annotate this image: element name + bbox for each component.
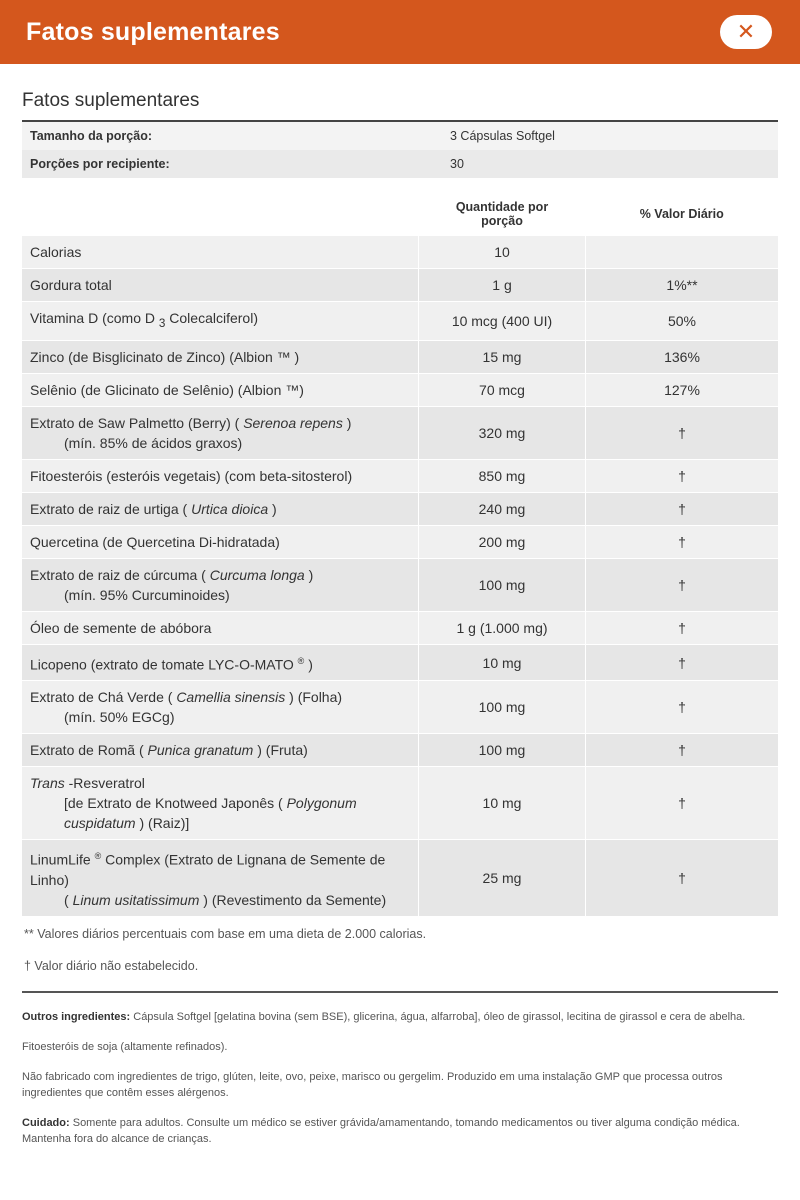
nutrient-amount: 10 mg <box>419 644 586 681</box>
nutrient-amount: 10 mcg (400 UI) <box>419 302 586 341</box>
footnotes <box>22 917 778 973</box>
nutrient-name: Selênio (de Glicinato de Selênio) (Albion ™) <box>22 373 419 406</box>
other-ingredients: Outros ingredientes: Cápsula Softgel [gelatina bovina (sem BSE), glicerina, água, alfarroba], óleo de girassol, lecitina de girassol e cera de abelha. <box>22 1011 746 1024</box>
nutrient-dv: † <box>586 611 779 644</box>
table-row <box>22 840 778 917</box>
nutrient-name: Calorias <box>22 236 419 269</box>
nutrient-dv: 1%** <box>586 269 779 302</box>
amount-column-header: Quantidade por porção <box>455 200 549 228</box>
nutrient-dv: † <box>586 734 779 767</box>
nutrient-dv: † <box>586 644 779 681</box>
table-row <box>22 644 778 681</box>
nutrient-dv: † <box>586 681 779 734</box>
nutrient-dv: † <box>586 840 779 917</box>
dv-column-header: % Valor Diário <box>639 207 724 221</box>
nutrient-dv: † <box>586 459 779 492</box>
nutrient-amount: 25 mg <box>419 840 586 917</box>
nutrient-dv: 50% <box>586 302 779 341</box>
nutrient-amount: 100 mg <box>419 558 586 611</box>
table-row <box>22 459 778 492</box>
table-row <box>22 236 778 269</box>
table-row <box>22 558 778 611</box>
serving-size-label: Tamanho da porção: <box>22 121 442 150</box>
nutrient-amount: 70 mcg <box>419 373 586 406</box>
nutrient-dv: † <box>586 525 779 558</box>
nutrient-amount: 15 mg <box>419 340 586 373</box>
table-row <box>22 492 778 525</box>
nutrient-name: Extrato de raiz de urtiga ( Urtica dioica ) <box>22 492 419 525</box>
nutrient-dv: † <box>586 767 779 840</box>
allergen-note: Não fabricado com ingredientes de trigo, glúten, leite, ovo, peixe, marisco ou gergelim. Produzido em uma instalação GMP que processa outros ingredientes que contêm esses alérgenos. <box>22 1071 723 1100</box>
serving-table <box>22 120 778 178</box>
caution-note: Cuidado: Somente para adultos. Consulte um médico se estiver grávida/amamentando, tomando medicamentos ou tiver alguma condição médica. Mantenha fora do alcance de crianças. <box>22 1117 740 1146</box>
close-button[interactable] <box>720 15 772 49</box>
nutrient-name: LinumLife ® Complex (Extrato de Lignana de Semente de Linho) ( Linum usitatissimum ) (Revestimento da Semente) <box>22 840 419 917</box>
table-row <box>22 340 778 373</box>
modal-body <box>0 64 800 1147</box>
table-row <box>22 767 778 840</box>
nutrient-name: Fitoesteróis (esteróis vegetais) (com beta-sitosterol) <box>22 459 419 492</box>
table-row <box>22 611 778 644</box>
modal-title: Fatos suplementares <box>26 17 280 46</box>
table-row <box>22 406 778 459</box>
nutrient-dv: † <box>586 406 779 459</box>
facts-table <box>22 192 778 917</box>
table-row <box>22 525 778 558</box>
nutrient-name: Quercetina (de Quercetina Di-hidratada) <box>22 525 419 558</box>
nutrient-name: Extrato de Saw Palmetto (Berry) ( Serenoa repens ) (mín. 85% de ácidos graxos) <box>22 406 419 459</box>
serving-size-value: 3 Cápsulas Softgel <box>442 121 778 150</box>
nutrient-name: Vitamina D (como D $_3$ Colecalciferol) <box>22 302 419 341</box>
dagger-footnote: † Valor diário não estabelecido. <box>24 959 199 974</box>
servings-per-container-value: 30 <box>442 150 778 178</box>
nutrient-amount: 10 <box>419 236 586 269</box>
nutrient-name: Extrato de raiz de cúrcuma ( Curcuma longa ) (mín. 95% Curcuminoides) <box>22 558 419 611</box>
nutrient-name: Trans -Resveratrol [de Extrato de Knotweed Japonês ( Polygonum cuspidatum ) (Raiz)] <box>22 767 419 840</box>
nutrient-amount: 100 mg <box>419 734 586 767</box>
servings-per-container-row <box>22 150 778 178</box>
nutrient-name: Licopeno (extrato de tomate LYC-O-MATO ® ) <box>22 644 419 681</box>
modal-header <box>0 0 800 64</box>
nutrient-amount: 100 mg <box>419 681 586 734</box>
facts-header-row <box>22 192 778 236</box>
nutrient-dv: 127% <box>586 373 779 406</box>
fine-print <box>22 993 778 1147</box>
close-icon: ✕ <box>736 19 756 44</box>
table-row <box>22 373 778 406</box>
table-row <box>22 681 778 734</box>
nutrient-amount: 1 g <box>419 269 586 302</box>
nutrient-name: Extrato de Chá Verde ( Camellia sinensis ) (Folha) (mín. 50% EGCg) <box>22 681 419 734</box>
nutrient-amount: 200 mg <box>419 525 586 558</box>
table-row <box>22 302 778 341</box>
nutrient-dv: † <box>586 558 779 611</box>
section-title: Fatos suplementares <box>22 90 200 111</box>
nutrient-amount: 1 g (1.000 mg) <box>419 611 586 644</box>
soy-note: Fitoesteróis de soja (altamente refinados). <box>22 1041 228 1054</box>
nutrient-dv <box>586 236 779 269</box>
nutrient-amount: 10 mg <box>419 767 586 840</box>
nutrient-dv: † <box>586 492 779 525</box>
nutrient-amount: 850 mg <box>419 459 586 492</box>
nutrient-name: Gordura total <box>22 269 419 302</box>
servings-per-container-label: Porções por recipiente: <box>22 150 442 178</box>
nutrient-name: Extrato de Romã ( Punica granatum ) (Fruta) <box>22 734 419 767</box>
nutrient-name: Óleo de semente de abóbora <box>22 611 419 644</box>
nutrient-amount: 320 mg <box>419 406 586 459</box>
nutrient-dv: 136% <box>586 340 779 373</box>
dv-footnote: ** Valores diários percentuais com base em uma dieta de 2.000 calorias. <box>24 927 427 942</box>
table-row <box>22 734 778 767</box>
table-row <box>22 269 778 302</box>
nutrient-amount: 240 mg <box>419 492 586 525</box>
serving-size-row <box>22 121 778 150</box>
nutrient-name: Zinco (de Bisglicinato de Zinco) (Albion ™ ) <box>22 340 419 373</box>
